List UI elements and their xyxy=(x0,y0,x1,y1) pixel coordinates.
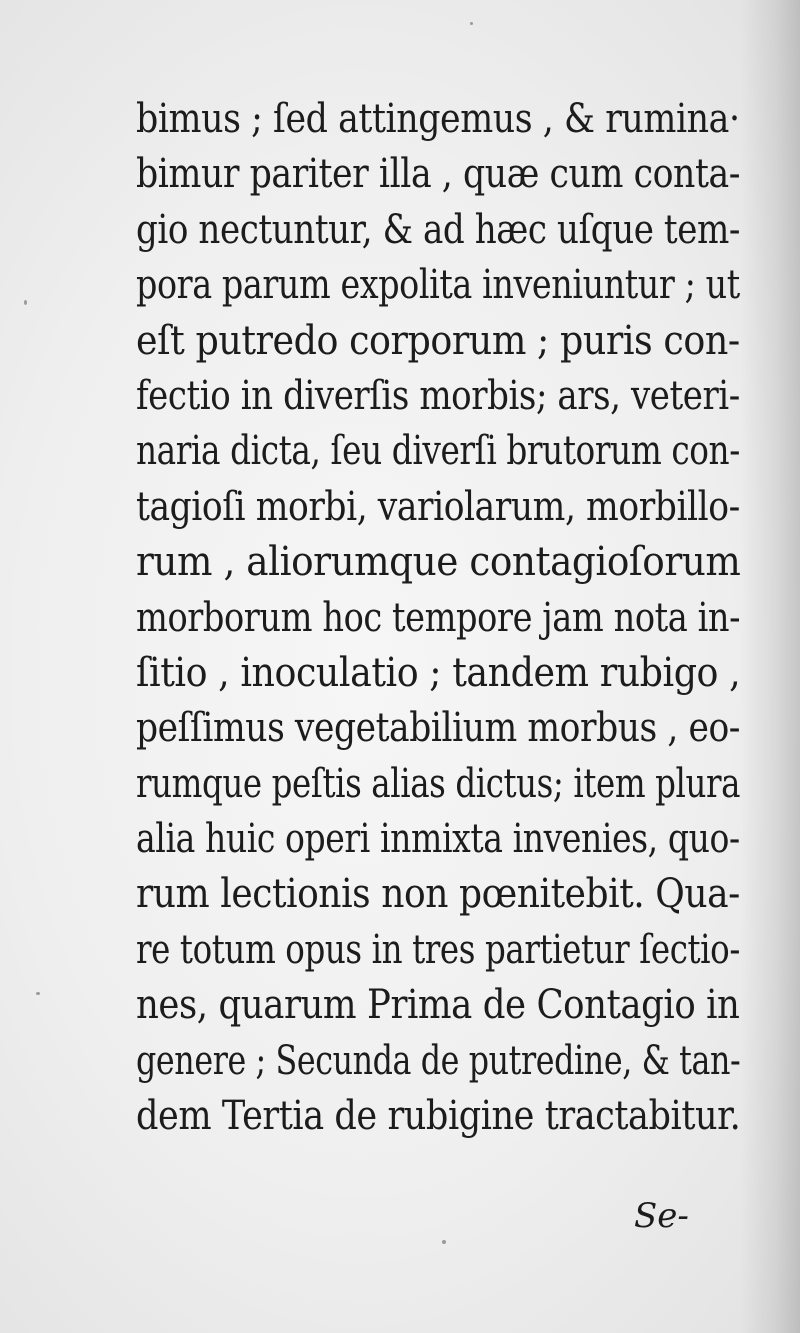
text-line: pora parum expolita inveniuntur ; ut xyxy=(136,262,740,309)
ink-speck xyxy=(24,300,27,305)
catchword: Se- xyxy=(634,1196,689,1236)
text-line: gio nectuntur, & ad hæc uſque tem- xyxy=(136,206,741,253)
ink-speck xyxy=(442,1240,446,1244)
text-line: ſitio , inoculatio ; tandem rubigo , xyxy=(136,649,741,696)
text-line: naria dicta, ſeu diverſi brutorum con- xyxy=(136,428,740,475)
text-line: bimus ; ſed attingemus , & rumina· xyxy=(136,96,740,142)
text-line: nes, quarum Prima de Contagio in xyxy=(136,982,740,1029)
text-line: bimur pariter illa , quæ cum conta- xyxy=(136,151,741,198)
text-line: tagioſi morbi, variolarum, morbillo- xyxy=(136,483,740,530)
text-line: rum lectionis non pœnitebit. Qua- xyxy=(136,871,740,918)
ink-speck xyxy=(470,22,473,25)
text-line: morborum hoc tempore jam nota in- xyxy=(136,594,741,641)
text-line: rum , aliorumque contagioſorum xyxy=(136,539,741,586)
page-edge-shadow xyxy=(740,0,800,1333)
text-line: dem Tertia de rubigine tractabitur. xyxy=(136,1093,741,1140)
text-line: rumque peſtis alias dictus; item plura xyxy=(136,760,741,807)
text-line: eſt putredo corporum ; puris con- xyxy=(136,317,740,364)
ink-speck xyxy=(36,992,40,995)
text-line: re totum opus in tres partietur ſectio- xyxy=(136,926,740,973)
text-line: peſſimus vegetabilium morbus , eo- xyxy=(136,705,741,752)
body-text xyxy=(136,92,740,1144)
text-line: genere ; Secunda de putredine, & tan- xyxy=(136,1037,741,1084)
text-line: alia huic operi inmixta invenies, quo- xyxy=(136,816,740,863)
text-line: fectio in diverſis morbis; ars, veteri- xyxy=(136,372,740,419)
